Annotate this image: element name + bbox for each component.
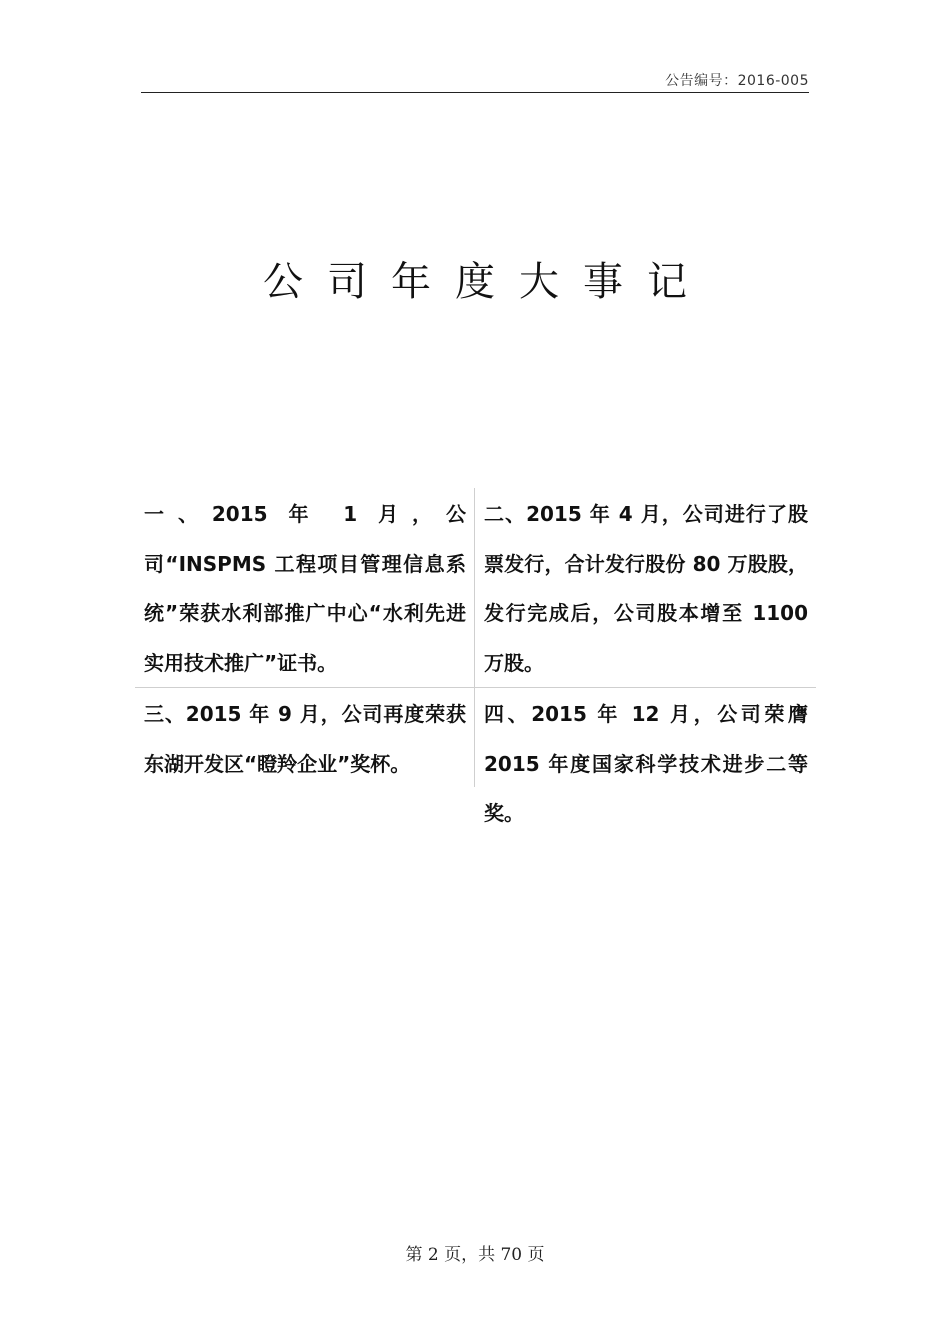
events-table — [135, 488, 816, 825]
events-row — [135, 488, 816, 688]
event-item-1: 一、2015 年 1 月，公司“INSPMS 工程项目管理信息系统”荣获水利部推广中心“水利先进实用技术推广”证书。 — [135, 488, 475, 687]
page-title: 公司年度大事记 — [263, 259, 711, 305]
event-item-3: 三、2015 年 9 月，公司再度荣获东湖开发区“瞪羚企业”奖杯。 — [135, 688, 475, 787]
announcement-number: 公告编号：2016-005 — [665, 73, 809, 89]
page-footer: 第 2 页，共 70 页 — [405, 1245, 545, 1265]
events-row — [135, 688, 816, 825]
event-item-4: 四、2015 年 12 月，公司荣膺 2015 年度国家科学技术进步二等奖。 — [484, 702, 808, 825]
page-header — [141, 68, 809, 93]
event-item-2: 二、2015 年 4 月，公司进行了股票发行，合计发行股份 80 万股股，发行完成后，公司股本增至 1100 万股。 — [484, 502, 808, 675]
